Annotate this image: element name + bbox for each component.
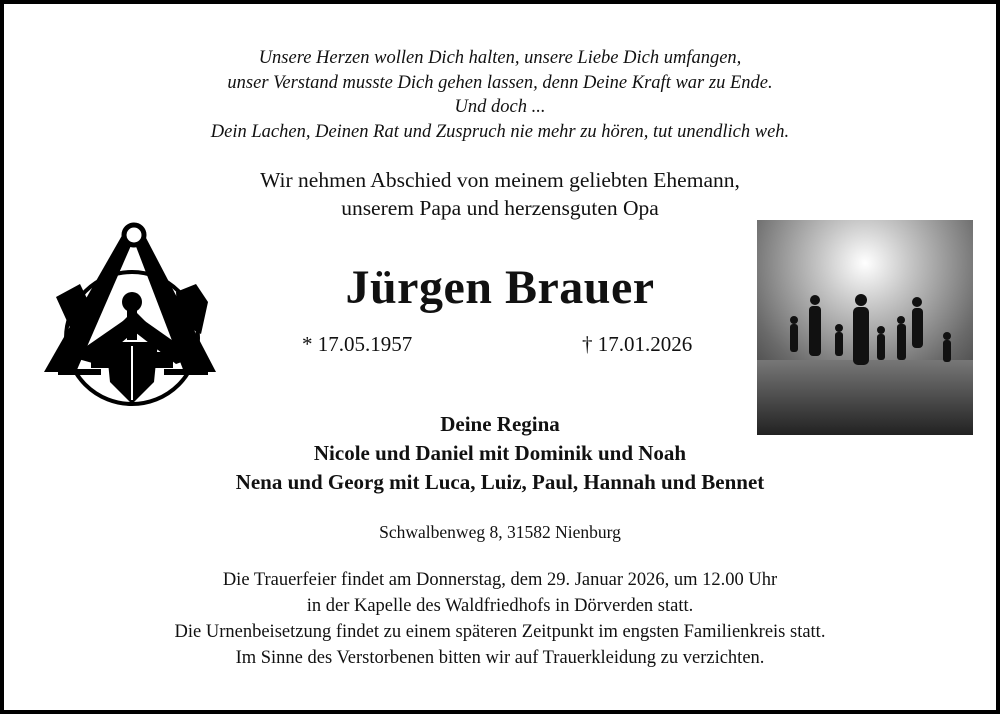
info-line: Die Urnenbeisetzung findet zu einem späteren Zeitpunkt im engsten Familienkreis statt. bbox=[174, 622, 826, 642]
poem-line: Unsere Herzen wollen Dich halten, unsere Liebe Dich umfangen, bbox=[258, 48, 742, 68]
poem-line: Und doch ... bbox=[454, 97, 546, 117]
info-line: Die Trauerfeier findet am Donnerstag, dem 29. Januar 2026, um 12.00 Uhr bbox=[222, 570, 778, 590]
intro-line: unserem Papa und herzensguten Opa bbox=[341, 196, 659, 220]
poem-line: unser Verstand musste Dich gehen lassen, denn Deine Kraft war zu Ende. bbox=[227, 72, 773, 93]
deceased-name: Jürgen Brauer bbox=[345, 261, 655, 314]
poem bbox=[4, 46, 996, 144]
masonic-emblem-logo bbox=[36, 222, 228, 418]
info-line: in der Kapelle des Waldfriedhofs in Dörverden statt. bbox=[306, 596, 694, 616]
family-line: Nena und Georg mit Luca, Luiz, Paul, Hannah und Bennet bbox=[235, 470, 765, 494]
family-silhouette-photo bbox=[757, 220, 973, 435]
address: Schwalbenweg 8, 31582 Nienburg bbox=[379, 522, 621, 542]
family-line: Deine Regina bbox=[440, 412, 560, 436]
poem-line: Dein Lachen, Deinen Rat und Zuspruch nie mehr zu hören, tut unendlich weh. bbox=[210, 121, 790, 142]
intro-line: Wir nehmen Abschied von meinem geliebten Ehemann, bbox=[260, 168, 740, 192]
funeral-info bbox=[4, 567, 996, 671]
family-line: Nicole und Daniel mit Dominik und Noah bbox=[313, 441, 687, 465]
info-line: Im Sinne des Verstorbenen bitten wir auf Trauerkleidung zu verzichten. bbox=[235, 648, 765, 668]
death-date: † 17.01.2026 bbox=[582, 332, 693, 356]
family-members bbox=[4, 410, 996, 497]
intro-text bbox=[4, 166, 996, 222]
birth-date: * 17.05.1957 bbox=[302, 332, 413, 356]
